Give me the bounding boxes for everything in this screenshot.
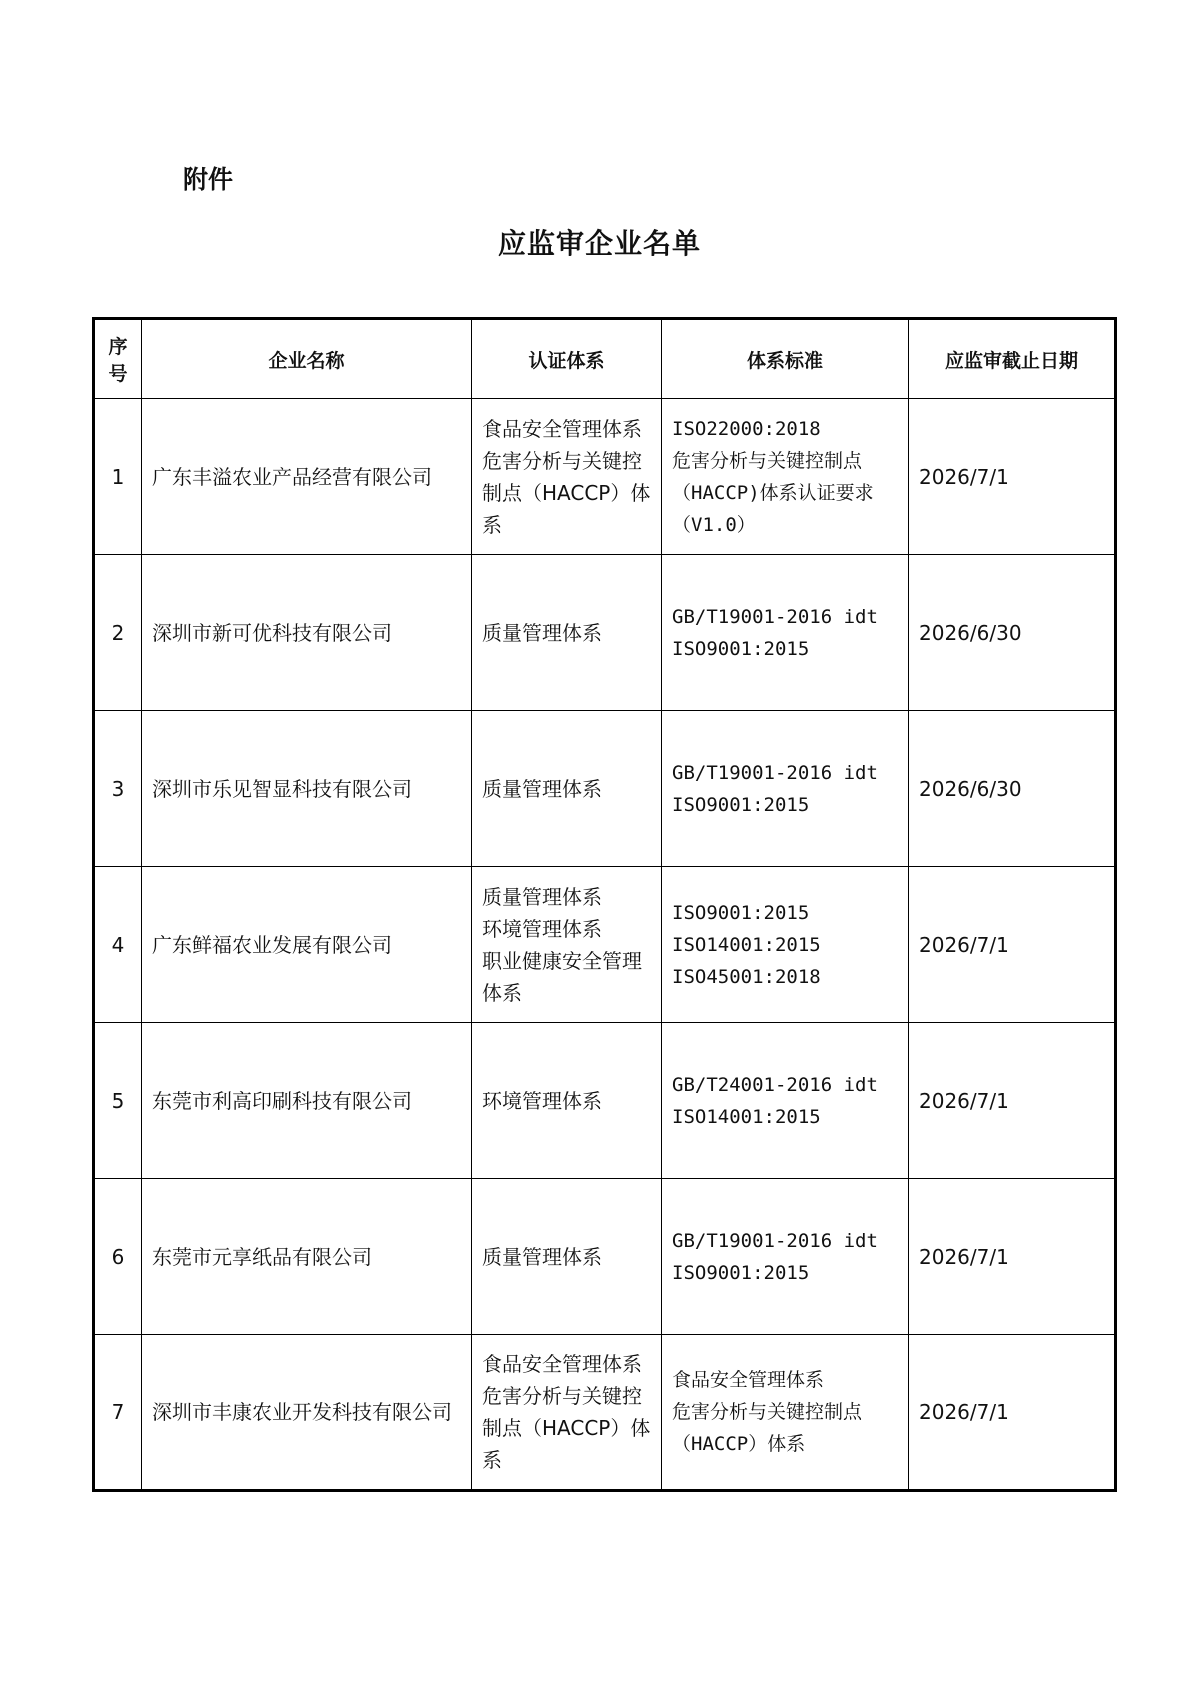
system-standard-line: GB/T19001-2016 idt bbox=[672, 605, 878, 628]
certification-system bbox=[472, 867, 662, 1023]
certification-system-line: 环境管理体系 bbox=[482, 1088, 602, 1113]
certification-system-line: 危害分析与关键控制点（HACCP）体系 bbox=[482, 1384, 651, 1472]
system-standard-line: ISO45001:2018 bbox=[672, 965, 821, 988]
system-standard-line: ISO14001:2015 bbox=[672, 933, 821, 956]
system-standard-line: 危害分析与关键控制点（HACCP）体系 bbox=[672, 1401, 863, 1455]
audit-deadline: 2026/7/1 bbox=[909, 867, 1116, 1023]
table-header-row bbox=[94, 319, 1116, 399]
system-standard-line: 危害分析与关键控制点（HACCP)体系认证要求（V1.0） bbox=[672, 449, 874, 536]
col-header-system: 认证体系 bbox=[472, 319, 662, 399]
company-name: 广东鲜福农业发展有限公司 bbox=[142, 867, 472, 1023]
system-standard bbox=[662, 711, 909, 867]
system-standard bbox=[662, 1335, 909, 1491]
certification-system-line: 食品安全管理体系 bbox=[482, 1352, 642, 1376]
certification-system-line: 危害分析与关键控制点（HACCP）体系 bbox=[482, 448, 651, 537]
table-row bbox=[94, 555, 1116, 711]
company-name: 深圳市乐见智显科技有限公司 bbox=[142, 711, 472, 867]
col-header-deadline: 应监审截止日期 bbox=[909, 319, 1116, 399]
table-row bbox=[94, 867, 1116, 1023]
system-standard bbox=[662, 1179, 909, 1335]
system-standard-line: GB/T19001-2016 idt bbox=[672, 1229, 878, 1252]
row-index: 3 bbox=[94, 711, 142, 867]
audit-deadline: 2026/6/30 bbox=[909, 711, 1116, 867]
system-standard-line: ISO9001:2015 bbox=[672, 1261, 810, 1284]
company-name: 东莞市元享纸品有限公司 bbox=[142, 1179, 472, 1335]
certification-system-line: 质量管理体系 bbox=[482, 884, 602, 909]
row-index: 6 bbox=[94, 1179, 142, 1335]
certification-system bbox=[472, 555, 662, 711]
audit-deadline: 2026/7/1 bbox=[909, 1335, 1116, 1491]
row-index: 4 bbox=[94, 867, 142, 1023]
system-standard-line: GB/T19001-2016 idt bbox=[672, 761, 878, 784]
system-standard bbox=[662, 1023, 909, 1179]
certification-system-line: 质量管理体系 bbox=[482, 776, 602, 801]
certification-system bbox=[472, 1179, 662, 1335]
table-row bbox=[94, 1335, 1116, 1491]
col-header-company: 企业名称 bbox=[142, 319, 472, 399]
system-standard-line: ISO9001:2015 bbox=[672, 793, 810, 816]
system-standard-line: ISO22000:2018 bbox=[672, 417, 821, 440]
certification-system-line: 质量管理体系 bbox=[482, 620, 602, 645]
certification-system bbox=[472, 399, 662, 555]
certification-system-line: 质量管理体系 bbox=[482, 1244, 602, 1269]
company-name: 深圳市丰康农业开发科技有限公司 bbox=[142, 1335, 472, 1491]
audit-deadline: 2026/7/1 bbox=[909, 1179, 1116, 1335]
table-row bbox=[94, 399, 1116, 555]
system-standard-line: ISO9001:2015 bbox=[672, 901, 810, 924]
certification-system-line: 职业健康安全管理体系 bbox=[482, 948, 642, 1005]
audit-deadline: 2026/7/1 bbox=[909, 1023, 1116, 1179]
certification-system bbox=[472, 1335, 662, 1491]
certification-system bbox=[472, 1023, 662, 1179]
row-index: 5 bbox=[94, 1023, 142, 1179]
company-name: 东莞市利高印刷科技有限公司 bbox=[142, 1023, 472, 1179]
audit-deadline: 2026/7/1 bbox=[909, 399, 1116, 555]
enterprise-table bbox=[92, 317, 1117, 1492]
company-name: 广东丰溢农业产品经营有限公司 bbox=[142, 399, 472, 555]
company-name: 深圳市新可优科技有限公司 bbox=[142, 555, 472, 711]
system-standard-line: GB/T24001-2016 idt bbox=[672, 1073, 878, 1096]
certification-system-line: 环境管理体系 bbox=[482, 916, 602, 941]
certification-system-line: 食品安全管理体系 bbox=[482, 416, 642, 441]
row-index: 1 bbox=[94, 399, 142, 555]
col-header-standard: 体系标准 bbox=[662, 319, 909, 399]
system-standard-line: 食品安全管理体系 bbox=[672, 1369, 825, 1391]
table-row bbox=[94, 1023, 1116, 1179]
certification-system bbox=[472, 711, 662, 867]
row-index: 2 bbox=[94, 555, 142, 711]
table-row bbox=[94, 1179, 1116, 1335]
system-standard bbox=[662, 867, 909, 1023]
col-header-index: 序号 bbox=[94, 319, 142, 399]
table-row bbox=[94, 711, 1116, 867]
row-index: 7 bbox=[94, 1335, 142, 1491]
system-standard bbox=[662, 555, 909, 711]
system-standard-line: ISO14001:2015 bbox=[672, 1105, 821, 1128]
system-standard bbox=[662, 399, 909, 555]
system-standard-line: ISO9001:2015 bbox=[672, 637, 810, 660]
page-title: 应监审企业名单 bbox=[497, 227, 701, 260]
attachment-label: 附件 bbox=[183, 165, 234, 194]
audit-deadline: 2026/6/30 bbox=[909, 555, 1116, 711]
